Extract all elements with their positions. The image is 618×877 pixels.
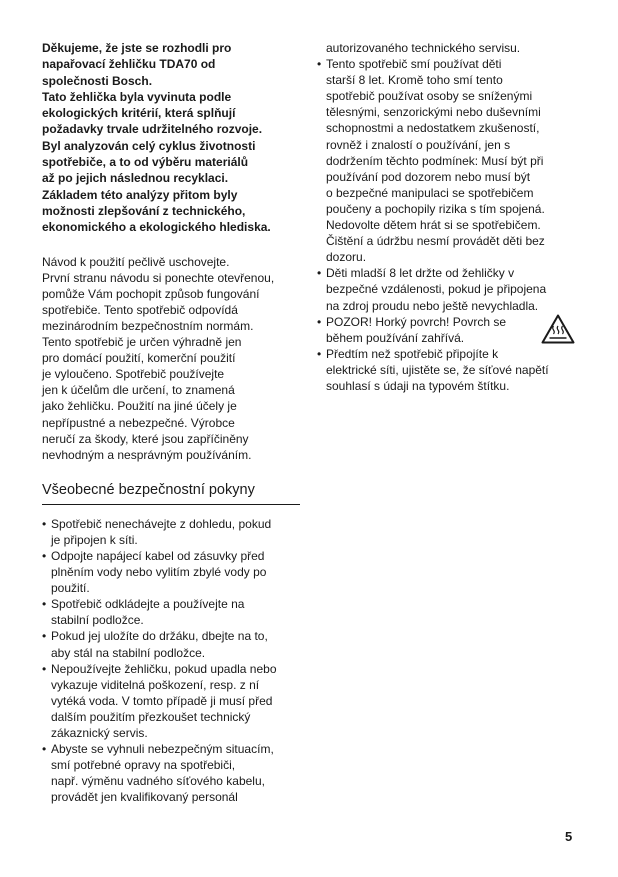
text-line: • Abyste se vyhnuli nebezpečným situacím, [51,742,274,757]
list-item [317,346,579,394]
list-item [42,661,304,741]
text-line: jako žehličku. Použití na jiné účely je [42,399,237,414]
list-item [317,265,579,313]
text-line: aby stál na stabilní podložce. [51,645,206,660]
text-line: spotřebiče. Tento spotřebič odpovídá [42,302,238,317]
section-heading: Všeobecné bezpečnostní pokyny [42,482,300,505]
text-line: Tento spotřebič je určen výhradně jen [42,335,242,350]
text-line: na zdroj proudu nebo ještě nevychladla. [326,298,539,313]
page-number: 5 [565,829,573,844]
text-line: požadavky trvale udržitelného rozvoje. [42,122,263,137]
text-line: možnosti zlepšování z technického, [42,203,246,218]
text-line: Děkujeme, že jste se rozhodli pro [42,41,232,55]
text-line: zákaznický servis. [51,726,148,740]
text-line: Základem této analýzy přitom byly [42,187,238,202]
text-line: • Spotřebič odkládejte a používejte na [51,597,245,612]
text-line: Tato žehlička byla vyvinuta podle [42,89,232,104]
text-line: Návod k použití pečlivě uschovejte. [42,254,230,269]
text-line: ekonomického a ekologického hlediska. [42,220,271,235]
text-line: bezpečné vzdálenosti, pokud je připojena [326,282,547,297]
text-line: dodržením těchto podmínek: Musí být při [326,153,544,168]
text-line: tělesnými, senzorickými nebo duševními [326,105,541,120]
text-line: během používání zahřívá. [326,330,465,345]
text-line: spotřebiče, a to od výběru materiálů [42,155,249,170]
text-line: neručí za škody, které jsou zapříčiněny [42,431,249,446]
text-line: nepřípustné a nebezpečné. Výrobce [42,415,235,430]
text-line: plněním vody nebo vylitím zbylé vody po [51,565,267,580]
list-item [42,628,304,660]
text-line: • Spotřebič nenechávejte z dohledu, pokud [51,516,272,531]
text-line: • Odpojte napájecí kabel od zásuvky před [51,548,265,563]
intro-bold-text [42,40,304,236]
text-line: schopnostmi a nedostatkem zkušeností, [326,121,540,136]
text-line: • POZOR! Horký povrch! Povrch se [326,314,507,329]
text-line: společnosti Bosch. [42,73,153,88]
text-line: poučeny a pochopily rizika s tím spojená. [326,201,545,216]
text-line: provádět jen kvalifikovaný personál [51,790,238,805]
text-line: elektrické síti, ujistěte se, že síťové napětí [326,362,549,377]
text-line: vytéká voda. V tomto případě ji musí před [51,693,273,708]
text-line: Nedovolte dětem hrát si se spotřebičem. [326,218,541,233]
list-item [42,548,304,596]
text-line: např. výměnu vadného síťového kabelu, [51,774,265,789]
list-item [42,596,304,628]
text-line: vykazuje viditelná poškození, resp. z ní [51,677,260,692]
text-line: je připojen k síti. [51,532,138,547]
list-item-continuation [317,40,579,56]
list-item [42,741,304,805]
text-line: napařovací žehličku TDA70 od [42,57,216,72]
safety-list-left [42,516,304,806]
text-line: dozoru. [326,250,367,265]
text-line: • Nepoužívejte žehličku, pokud upadla nebo [51,661,277,676]
text-line: smí potřebné opravy na spotřebiči, [51,758,236,773]
hot-surface-warning-icon [541,314,575,344]
text-line: souhlasí s údaji na typovém štítku. [326,378,510,393]
list-item [317,56,579,265]
text-line: stabilní podložce. [51,613,144,628]
list-item [42,516,304,548]
text-line: použití. [51,581,90,596]
text-line: spotřebič používat osoby se sníženými [326,89,533,104]
right-column [317,40,579,394]
text-line: ekologických kritérií, která splňují [42,106,236,121]
left-column [42,40,304,805]
text-line: První stranu návodu si ponechte otevřenou, [42,270,275,285]
text-line: jen k účelům dle určení, to znamená [42,383,235,398]
text-line: starší 8 let. Kromě toho smí tento [326,73,503,88]
text-line: • Pokud jej uložíte do držáku, dbejte na to, [51,629,268,644]
intro-paragraph [42,254,304,463]
list-item [317,314,579,346]
text-line: • Děti mladší 8 let držte od žehličky v [326,266,515,281]
text-line: pomůže Vám pochopit způsob fungování [42,286,260,301]
text-line: o bezpečné manipulaci se spotřebičem [326,185,534,200]
text-line: nevhodným a nesprávným používáním. [42,447,252,462]
text-line: dalším použitím přezkoušet technický [51,709,251,724]
text-line: mezinárodním bezpečnostním normám. [42,318,254,333]
text-line: používání pod dozorem nebo musí být [326,169,531,184]
text-line: • Předtím než spotřebič připojíte k [326,346,499,361]
text-line: až po jejich následnou recyklaci. [42,171,229,186]
text-line: • Tento spotřebič smí používat děti [326,57,502,72]
text-line: pro domácí použití, komerční použití [42,351,236,366]
text-line: je vyloučeno. Spotřebič používejte [42,367,225,382]
safety-list-right [317,40,579,394]
text-line: autorizovaného technického servisu. [326,41,521,55]
text-line: Byl analyzován celý cyklus životnosti [42,138,256,153]
text-line: rovněž i znalostí o používání, jen s [326,137,511,152]
text-line: Čištění a údržbu nesmí provádět děti bez [326,234,545,249]
